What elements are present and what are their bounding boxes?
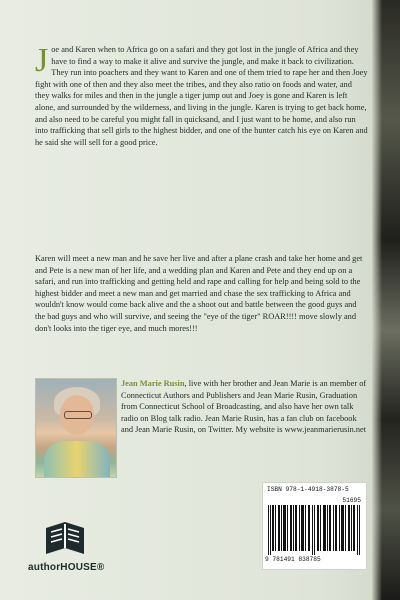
blurb-paragraph-1 [35,44,368,148]
publisher-name: authorHOUSE® [28,562,105,573]
author-bio-text: , live with her brother and Jean Marie is an member of Connecticut Authors and Publishers and Jean Marie Rusin, Graduation from Connecticut School of Broadcasting, and also have her own talk radio on Blog talk radio. Jean Marie Rusin, has a fan club on facebook and Jean Marie Rusin, on Twitter. My website is www.jeanmarierusin.net [121,379,367,435]
publisher-logo [28,518,104,578]
tiger-fur-edge [372,0,400,600]
drop-cap: J [35,42,49,79]
blurb-paragraph-2: Karen will meet a new man and he save her live and after a plane crash and take her home and get and Pete is a new man of her life, and a wedding plan and Karen and Pete and they end up on a safari, and run into trafficking and getting held and rape and calling for help and being sold to the highest bidder and meet a new man and get married and chase the sex trafficking to Africa and wouldn't know would come back alive and the a shoot out and battle between the good guys and the bad guys and who will survive, and seeing the "eye of the tiger" ROAR!!!! move slowly and don't looks into the tiger eye, and much mores!!! [35,254,363,333]
isbn-text: ISBN 978-1-4918-3878-5 [267,486,349,493]
author-photo [35,378,117,478]
author-name: Jean Marie Rusin [121,379,185,388]
blurb-paragraph-1-text: oe and Karen when to Africa go on a safari and they got lost in the jungle of Africa and they have to find a way to make it alive and survive the jungle, and make it back to civilization. They run into poachers and they want to Karen and one of them tried to rape her and then Joey fight with one of then and they also meet the tribes, and they also ratio on foods and water, and they walks for miles and then in the jungle a tiger jump out and Joey is gone and Karen is left alone, and surrounded by the wilderness, and living in the jungle. Karen is trying to get back home, and also need to be careful you might fall in quicksand, and I just want to be home, and also run into trafficking that sell girls to the highest bidder, and one of the hunter catch his eye on Karen and he said she will sell for a good price. [35,45,368,147]
book-icon [42,518,88,558]
barcode-digits: 9 781491 838785 [265,556,321,563]
barcode [262,482,367,570]
price-code: 51695 [342,497,361,504]
barcode-bars [267,505,362,555]
author-bio [121,378,369,436]
